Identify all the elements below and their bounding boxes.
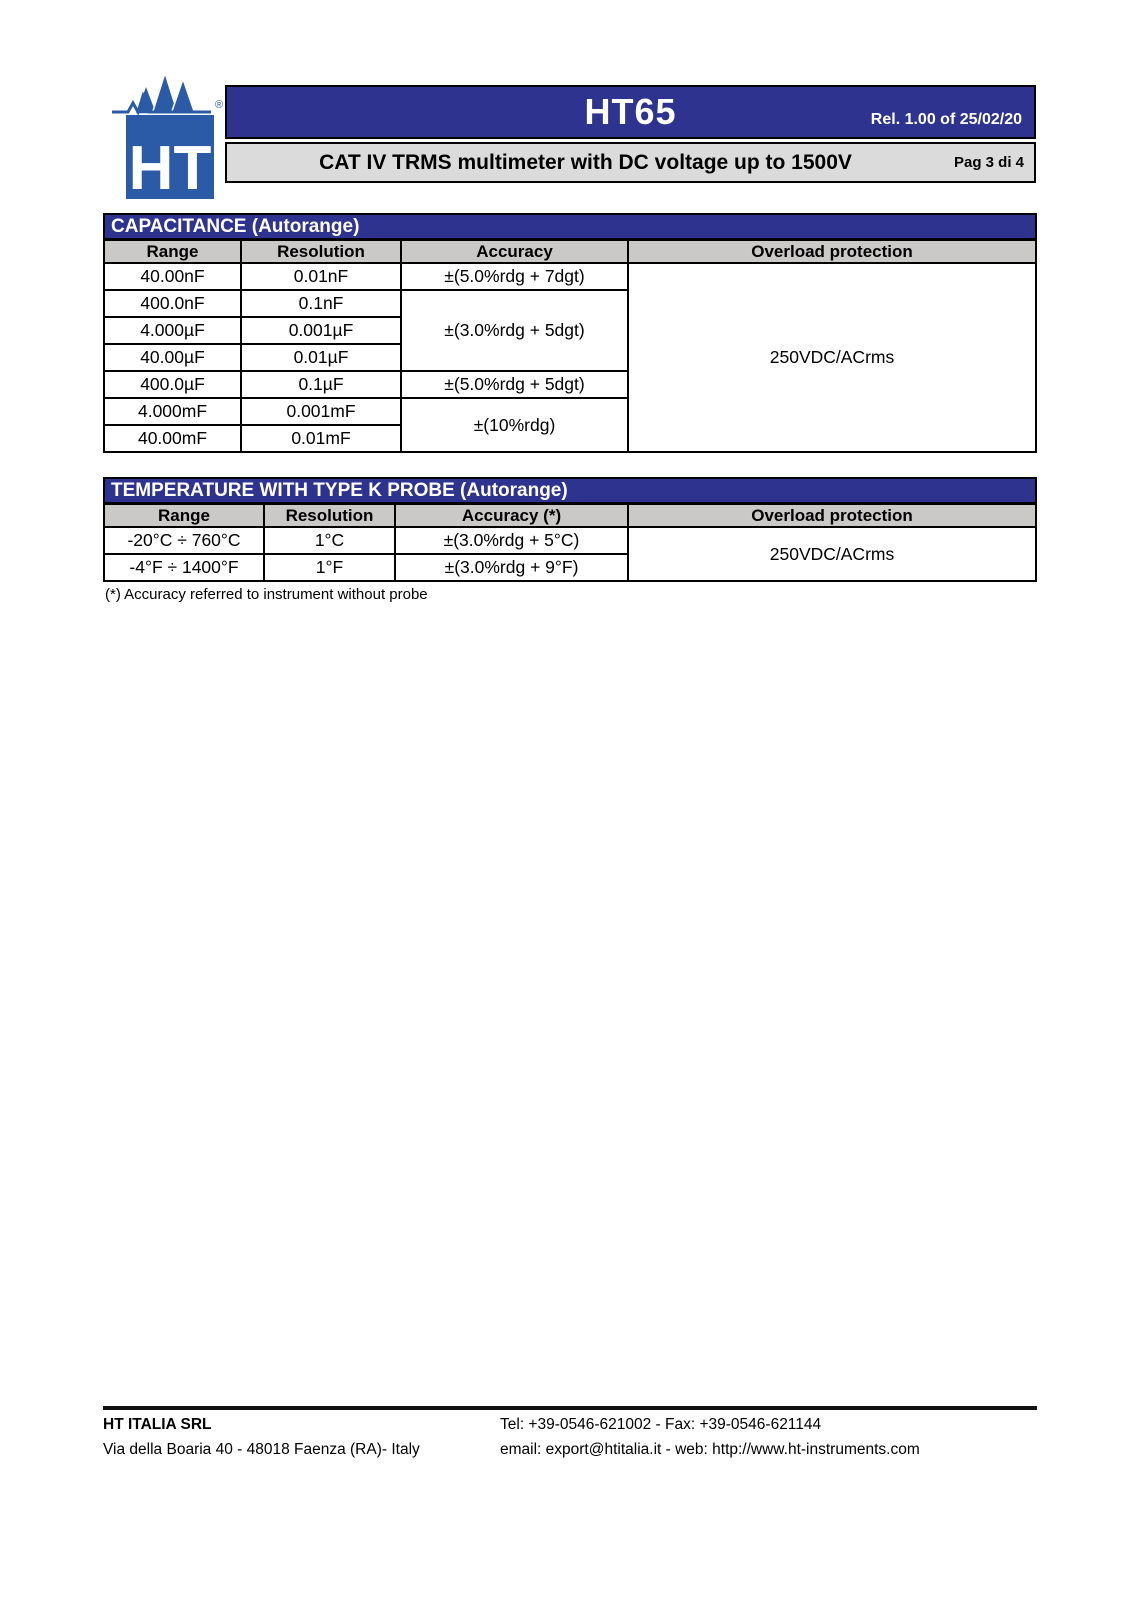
footer-divider bbox=[103, 1406, 1037, 1410]
table-row bbox=[104, 263, 1036, 290]
range-cell: 4.000µF bbox=[104, 317, 241, 344]
company-address: Via della Boaria 40 - 48018 Faenza (RA)- Italy bbox=[103, 1441, 420, 1458]
accuracy-footnote: (*) Accuracy referred to instrument without probe bbox=[105, 586, 428, 603]
range-cell: 400.0nF bbox=[104, 290, 241, 317]
header bbox=[225, 85, 1036, 183]
temperature-section bbox=[103, 477, 1037, 603]
accuracy-cell: ±(3.0%rdg + 9°F) bbox=[395, 554, 628, 581]
header-subtitle-bar bbox=[225, 142, 1036, 183]
column-header-resolution: Resolution bbox=[264, 504, 395, 527]
range-cell: 40.00µF bbox=[104, 344, 241, 371]
range-cell: 40.00mF bbox=[104, 425, 241, 452]
capacitance-table bbox=[103, 239, 1037, 453]
product-model: HT65 bbox=[584, 91, 677, 132]
contact-email-web: email: export@htitalia.it - web: http://www.ht-instruments.com bbox=[500, 1441, 920, 1458]
header-title-bar bbox=[225, 85, 1036, 139]
accuracy-cell: ±(5.0%rdg + 7dgt) bbox=[401, 263, 628, 290]
footer-contact-block bbox=[500, 1416, 920, 1466]
resolution-cell: 1°F bbox=[264, 554, 395, 581]
ht-logo-icon bbox=[108, 72, 228, 202]
range-cell: 400.0µF bbox=[104, 371, 241, 398]
resolution-cell: 0.01mF bbox=[241, 425, 401, 452]
table-header-row bbox=[104, 504, 1036, 527]
overload-cell: 250VDC/ACrms bbox=[628, 527, 1036, 581]
capacitance-section bbox=[103, 213, 1037, 453]
column-header-overload: Overload protection bbox=[628, 240, 1036, 263]
capacitance-title: CAPACITANCE (Autorange) bbox=[103, 213, 1037, 239]
table-header-row bbox=[104, 240, 1036, 263]
ht-logo bbox=[108, 72, 228, 202]
company-name: HT ITALIA SRL bbox=[103, 1416, 212, 1433]
range-cell: -20°C ÷ 760°C bbox=[104, 527, 264, 554]
resolution-cell: 0.1nF bbox=[241, 290, 401, 317]
registered-mark: ® bbox=[214, 99, 224, 111]
resolution-cell: 1°C bbox=[264, 527, 395, 554]
column-header-overload: Overload protection bbox=[628, 504, 1036, 527]
column-header-accuracy: Accuracy bbox=[401, 240, 628, 263]
range-cell: 4.000mF bbox=[104, 398, 241, 425]
page-footer bbox=[103, 1406, 1037, 1458]
temperature-title: TEMPERATURE WITH TYPE K PROBE (Autorange) bbox=[103, 477, 1037, 503]
page-number: Pag 3 di 4 bbox=[953, 154, 1024, 171]
resolution-cell: 0.001mF bbox=[241, 398, 401, 425]
column-header-accuracy: Accuracy (*) bbox=[395, 504, 628, 527]
resolution-cell: 0.1µF bbox=[241, 371, 401, 398]
overload-cell: 250VDC/ACrms bbox=[628, 263, 1036, 452]
logo-letters: HT bbox=[128, 134, 212, 202]
release-info: Rel. 1.00 of 25/02/20 bbox=[870, 111, 1022, 128]
product-subtitle: CAT IV TRMS multimeter with DC voltage up to 1500V bbox=[319, 151, 852, 174]
contact-tel-fax: Tel: +39-0546-621002 - Fax: +39-0546-621144 bbox=[500, 1416, 822, 1433]
temperature-table bbox=[103, 503, 1037, 582]
resolution-cell: 0.01µF bbox=[241, 344, 401, 371]
column-header-range: Range bbox=[104, 504, 264, 527]
accuracy-cell: ±(3.0%rdg + 5dgt) bbox=[401, 290, 628, 371]
accuracy-cell: ±(5.0%rdg + 5dgt) bbox=[401, 371, 628, 398]
footer-company-block bbox=[103, 1416, 493, 1466]
resolution-cell: 0.001µF bbox=[241, 317, 401, 344]
range-cell: 40.00nF bbox=[104, 263, 241, 290]
accuracy-cell: ±(3.0%rdg + 5°C) bbox=[395, 527, 628, 554]
accuracy-cell: ±(10%rdg) bbox=[401, 398, 628, 452]
column-header-range: Range bbox=[104, 240, 241, 263]
range-cell: -4°F ÷ 1400°F bbox=[104, 554, 264, 581]
table-row bbox=[104, 527, 1036, 554]
column-header-resolution: Resolution bbox=[241, 240, 401, 263]
resolution-cell: 0.01nF bbox=[241, 263, 401, 290]
